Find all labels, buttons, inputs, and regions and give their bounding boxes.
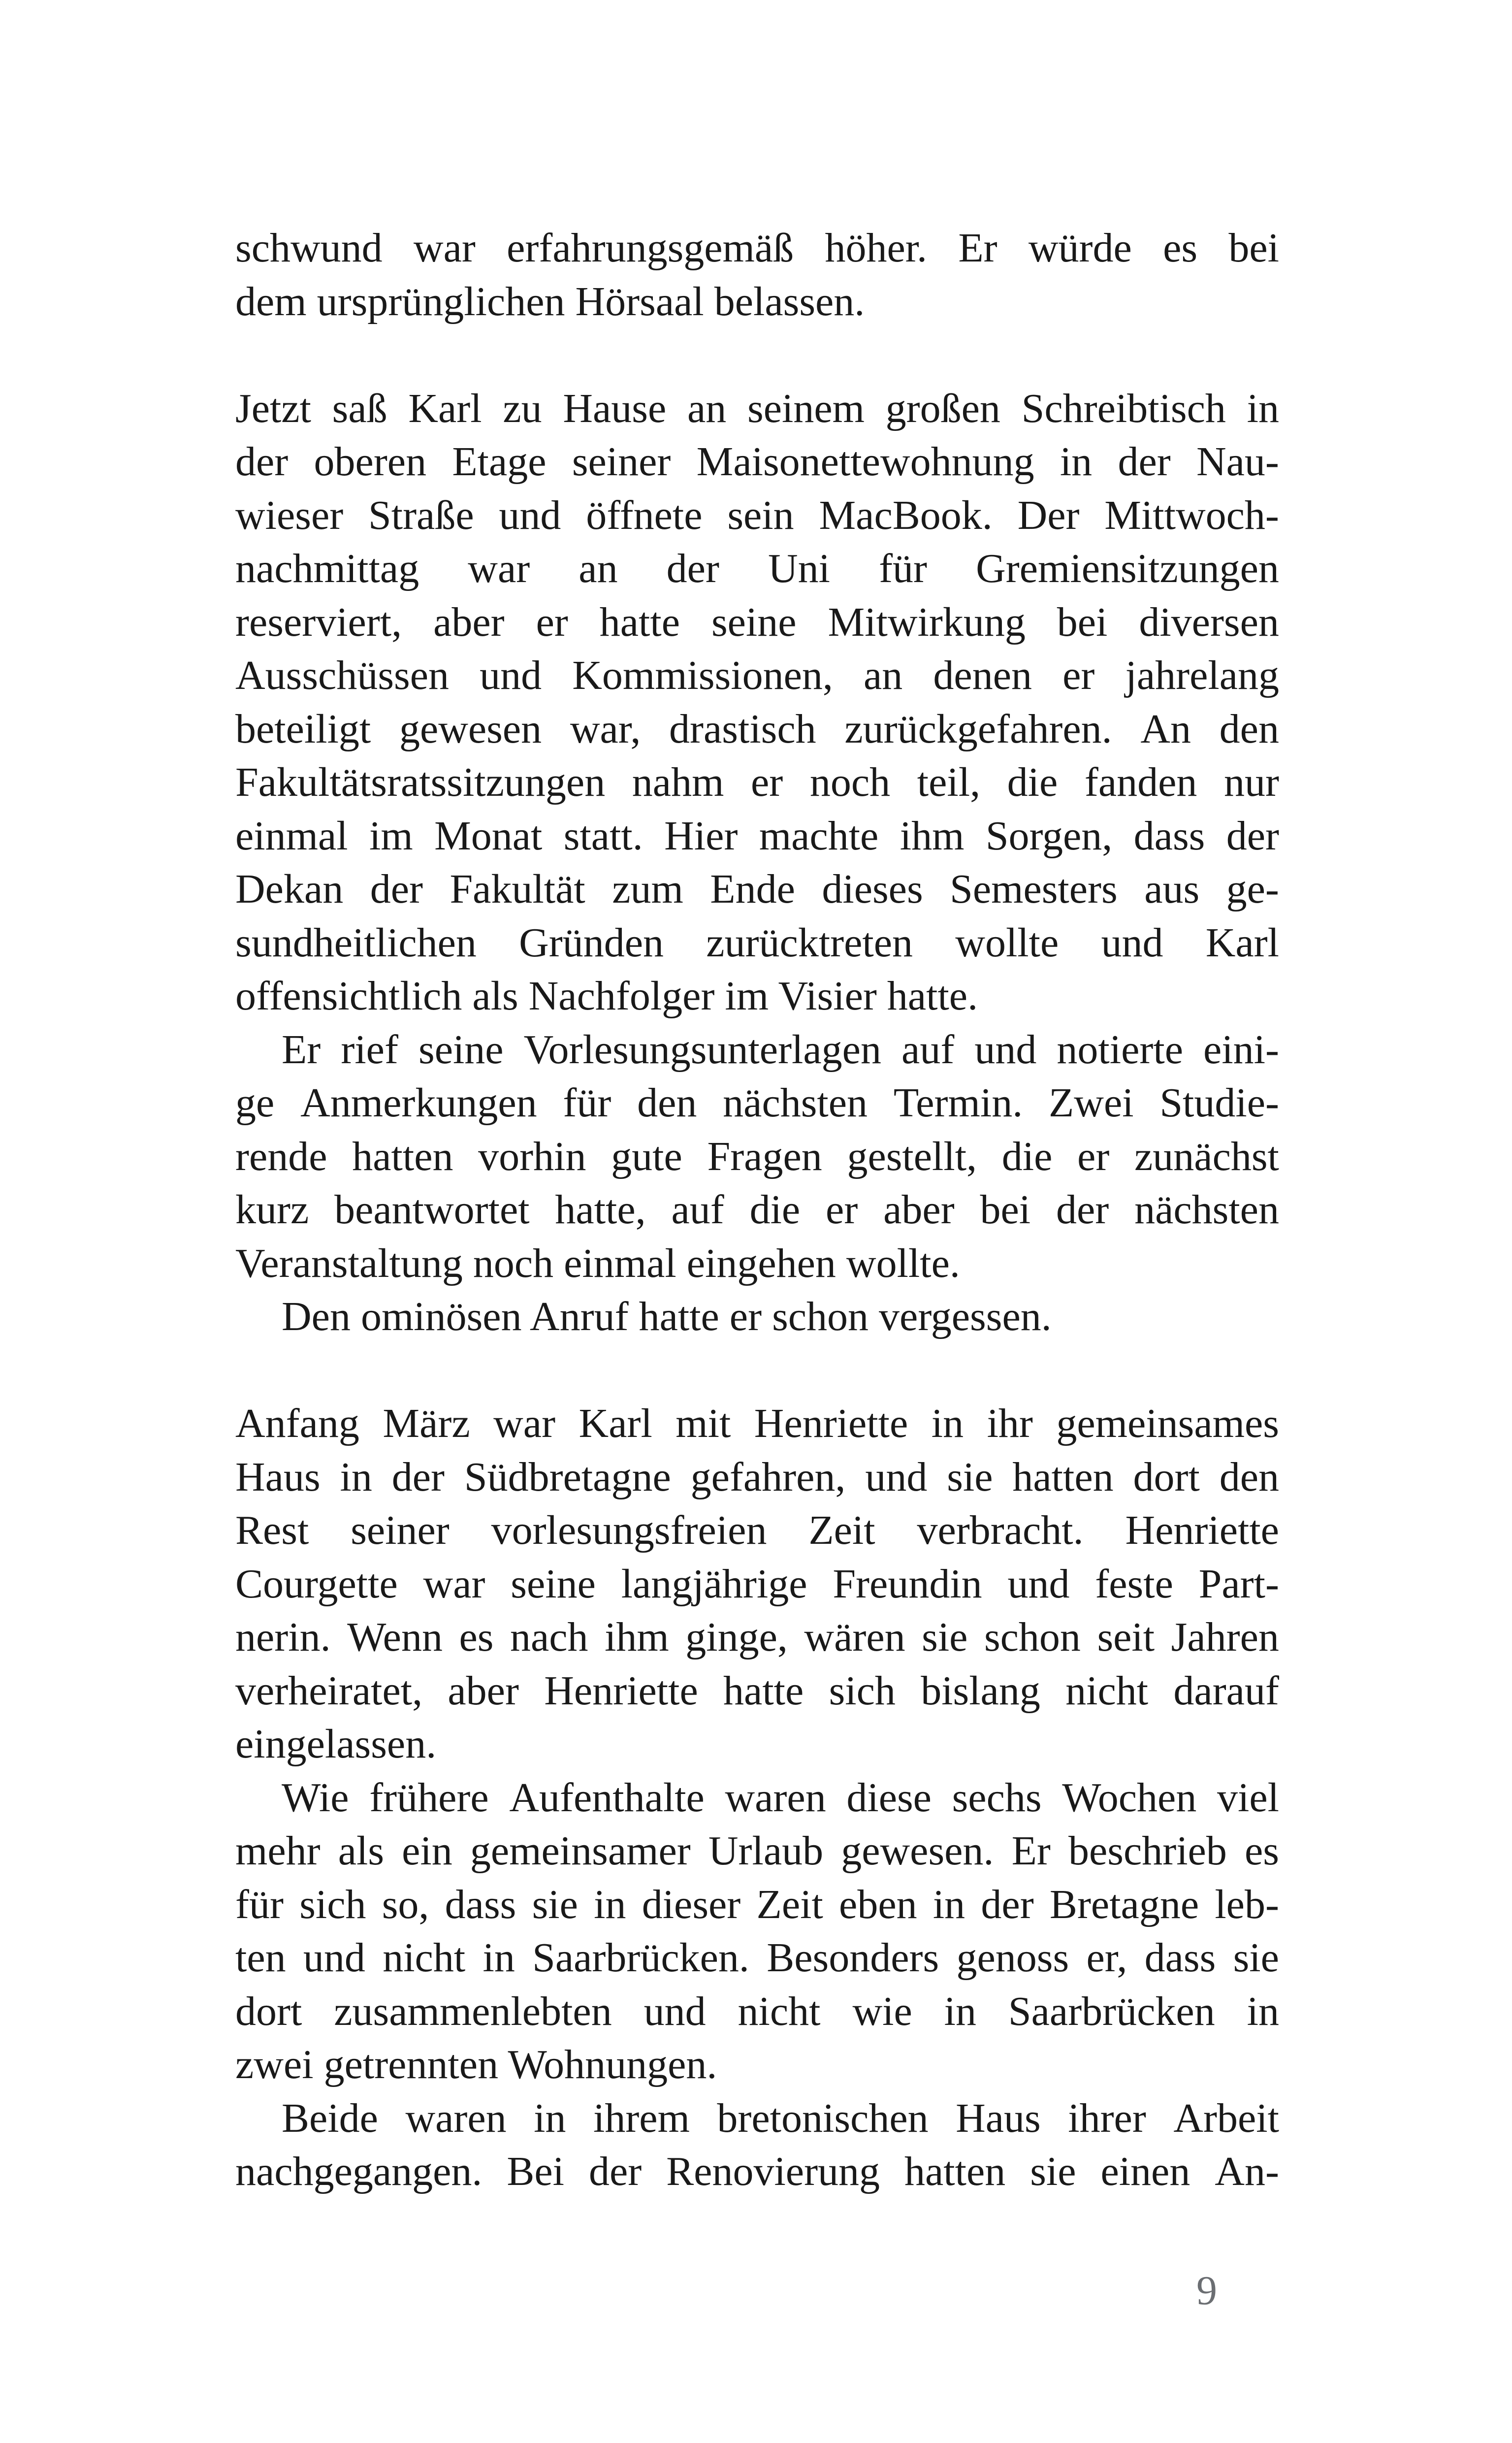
word: seiner bbox=[351, 1507, 450, 1553]
word: ihm bbox=[900, 813, 965, 859]
word: seine bbox=[511, 1561, 596, 1607]
text-line bbox=[235, 1664, 1279, 1718]
word: dass bbox=[1133, 813, 1205, 859]
word: der bbox=[391, 1454, 445, 1500]
text-line bbox=[235, 756, 1279, 810]
word: kurz bbox=[235, 1187, 309, 1233]
word: Dekan bbox=[235, 866, 344, 912]
word: bislang bbox=[921, 1667, 1040, 1714]
text-line bbox=[235, 596, 1279, 650]
word: aber bbox=[883, 1187, 955, 1233]
word: Mitwirkung bbox=[828, 599, 1026, 645]
word: sich bbox=[829, 1667, 896, 1714]
word: gewesen. bbox=[841, 1828, 994, 1874]
word: Termin. bbox=[893, 1080, 1023, 1126]
word: Henriette bbox=[1125, 1507, 1279, 1553]
word: öffnete bbox=[586, 492, 703, 538]
word: auf bbox=[671, 1187, 724, 1233]
word: seit bbox=[1097, 1614, 1155, 1660]
word: schwund bbox=[235, 225, 383, 271]
word: Anfang bbox=[235, 1401, 359, 1446]
word: Renovierung bbox=[666, 2149, 880, 2194]
word: Haus bbox=[956, 2095, 1041, 2141]
text-line bbox=[235, 1985, 1279, 2039]
word: dass bbox=[445, 1881, 516, 1927]
word: hatten bbox=[904, 2149, 1006, 2194]
word: es bbox=[1244, 1828, 1279, 1874]
word: sich bbox=[299, 1881, 366, 1927]
word: dieser bbox=[642, 1881, 741, 1927]
word: März bbox=[383, 1401, 470, 1446]
word: großen bbox=[885, 385, 1000, 431]
word: Vorlesungsunterlagen bbox=[523, 1026, 881, 1073]
word: Saarbrücken. bbox=[532, 1935, 749, 1981]
word: nerin. bbox=[235, 1614, 331, 1660]
text-line bbox=[235, 542, 1279, 596]
word: den bbox=[637, 1080, 697, 1126]
word: höher. bbox=[825, 225, 928, 271]
word: ge- bbox=[1226, 866, 1279, 912]
word: Arbeit bbox=[1173, 2095, 1279, 2141]
word: und bbox=[303, 1935, 365, 1981]
word: denen bbox=[933, 652, 1032, 698]
word: der bbox=[370, 866, 423, 912]
word: gemeinsames bbox=[1056, 1401, 1279, 1446]
word: erfahrungsgemäß bbox=[507, 225, 794, 271]
text-line bbox=[235, 1451, 1279, 1504]
word: reserviert, bbox=[235, 599, 402, 645]
word: in bbox=[483, 1935, 515, 1981]
word: seiner bbox=[572, 439, 671, 485]
word: bei bbox=[1228, 225, 1279, 271]
word: den bbox=[1219, 706, 1279, 752]
word: ge bbox=[235, 1080, 275, 1126]
text-line bbox=[235, 1183, 1279, 1237]
text-line: offensichtlich als Nachfolger im Visier hatte. bbox=[235, 973, 978, 1019]
text-line bbox=[235, 649, 1279, 703]
word: Karl bbox=[408, 385, 482, 431]
word: genoss bbox=[956, 1935, 1069, 1981]
word: nicht bbox=[738, 1988, 821, 2034]
word: beantwortet bbox=[334, 1187, 530, 1233]
text-line bbox=[235, 1931, 1279, 1985]
word: mehr bbox=[235, 1828, 321, 1874]
word: er bbox=[536, 599, 568, 645]
word: hatte, bbox=[555, 1187, 646, 1233]
word: zu bbox=[503, 385, 542, 431]
word: in bbox=[594, 1881, 626, 1927]
word: nicht bbox=[1065, 1667, 1149, 1714]
word: in bbox=[944, 1988, 976, 2034]
word: der bbox=[235, 439, 289, 485]
word: eben bbox=[839, 1881, 917, 1927]
word: gewesen bbox=[399, 706, 542, 752]
word: dieses bbox=[822, 866, 923, 912]
word: zurückgefahren. bbox=[844, 706, 1112, 752]
word: es bbox=[459, 1614, 494, 1660]
word: nach bbox=[510, 1614, 588, 1660]
word: wie bbox=[852, 1988, 912, 2034]
word: diversen bbox=[1139, 599, 1279, 645]
word: Bretagne bbox=[1049, 1881, 1199, 1927]
word: Rest bbox=[235, 1507, 309, 1553]
word: sie bbox=[1030, 2149, 1076, 2194]
word: Zeit bbox=[756, 1881, 823, 1927]
word: in bbox=[534, 2095, 566, 2141]
word: er bbox=[1077, 1133, 1110, 1179]
word: fanden bbox=[1084, 759, 1197, 805]
word: ginge, bbox=[685, 1614, 788, 1660]
word: der bbox=[1118, 439, 1171, 485]
text-line: zwei getrennten Wohnungen. bbox=[235, 2042, 717, 2087]
word: seinem bbox=[747, 385, 865, 431]
word: sundheitlichen bbox=[235, 919, 477, 966]
word: der bbox=[1056, 1187, 1109, 1233]
word: beteiligt bbox=[235, 706, 371, 752]
word: hatten bbox=[352, 1133, 453, 1179]
word: die bbox=[749, 1187, 801, 1233]
word: nächsten bbox=[1134, 1187, 1279, 1233]
text-line bbox=[235, 2145, 1279, 2199]
word: nachgegangen. bbox=[235, 2149, 483, 2194]
word: gute bbox=[611, 1133, 682, 1179]
word: gemeinsamer bbox=[470, 1828, 691, 1874]
word: der bbox=[1226, 813, 1279, 859]
word: er bbox=[751, 759, 783, 805]
word: sie bbox=[947, 1454, 993, 1500]
word: darauf bbox=[1173, 1667, 1279, 1714]
word: ihm bbox=[605, 1614, 669, 1660]
word: sie bbox=[922, 1614, 968, 1660]
word: bei bbox=[1057, 599, 1108, 645]
word: und bbox=[974, 1026, 1037, 1073]
word: und bbox=[499, 492, 561, 538]
word: hatte bbox=[599, 599, 680, 645]
word: Südbretagne bbox=[464, 1454, 671, 1500]
word: sie bbox=[1233, 1935, 1279, 1981]
word: bretonischen bbox=[717, 2095, 929, 2141]
word: in bbox=[1247, 1988, 1279, 2034]
text-line bbox=[235, 703, 1279, 756]
scene-break bbox=[235, 1344, 1279, 1398]
word: An- bbox=[1215, 2149, 1279, 2194]
word: in bbox=[340, 1454, 372, 1500]
word: und bbox=[1101, 919, 1163, 966]
text-line bbox=[235, 1504, 1279, 1558]
word: nächsten bbox=[723, 1080, 868, 1126]
word: zurücktreten bbox=[706, 919, 913, 966]
word: für bbox=[235, 1881, 284, 1927]
text-block bbox=[235, 222, 1279, 2199]
word: hatte bbox=[723, 1667, 804, 1714]
word: jahrelang bbox=[1125, 652, 1279, 698]
word: und bbox=[1007, 1561, 1070, 1607]
word: nachmittag bbox=[235, 546, 419, 591]
word: an bbox=[579, 546, 618, 591]
word: Schreibtisch bbox=[1021, 385, 1226, 431]
word: Fakultätsratssitzungen bbox=[235, 759, 606, 805]
word: Courgette bbox=[235, 1561, 398, 1607]
word: dort bbox=[1133, 1454, 1200, 1500]
word: Fakultät bbox=[450, 866, 585, 912]
word: waren bbox=[725, 1774, 826, 1821]
word: zunächst bbox=[1134, 1133, 1279, 1179]
word: Zeit bbox=[808, 1507, 875, 1553]
word: wären bbox=[804, 1614, 905, 1660]
word: und bbox=[643, 1988, 706, 2034]
word: Mittwoch- bbox=[1104, 492, 1279, 538]
word: Monat bbox=[434, 813, 543, 859]
word: MacBook. bbox=[819, 492, 993, 538]
word: ihrem bbox=[593, 2095, 690, 2141]
word: Hier bbox=[664, 813, 738, 859]
text-line bbox=[235, 222, 1279, 275]
text-line bbox=[235, 863, 1279, 916]
word: Maisonettewohnung bbox=[696, 439, 1034, 485]
word: Urlaub bbox=[708, 1828, 824, 1874]
text-line bbox=[235, 1878, 1279, 1932]
word: Haus bbox=[235, 1454, 321, 1500]
word: nahm bbox=[632, 759, 724, 805]
word: Der bbox=[1017, 492, 1080, 538]
text-line bbox=[235, 2092, 1279, 2146]
word: Er bbox=[958, 225, 997, 271]
word: Karl bbox=[579, 1401, 652, 1446]
word: mit bbox=[676, 1401, 731, 1446]
word: im bbox=[369, 813, 413, 859]
word: Freundin bbox=[833, 1561, 982, 1607]
word: gestellt, bbox=[847, 1133, 977, 1179]
word: sie bbox=[532, 1881, 578, 1927]
word: seine bbox=[711, 599, 797, 645]
word: ein bbox=[402, 1828, 452, 1874]
word: leb- bbox=[1215, 1881, 1279, 1927]
word: für bbox=[563, 1080, 611, 1126]
word: Uni bbox=[768, 546, 830, 591]
text-line bbox=[235, 1824, 1279, 1878]
word: Besonders bbox=[767, 1935, 939, 1981]
word: rief bbox=[341, 1026, 398, 1073]
word: Zwei bbox=[1048, 1080, 1134, 1126]
text-line bbox=[235, 1130, 1279, 1184]
word: statt. bbox=[563, 813, 643, 859]
word: als bbox=[338, 1828, 385, 1874]
text-line: eingelassen. bbox=[235, 1721, 437, 1767]
word: den bbox=[1219, 1454, 1279, 1500]
word: Gründen bbox=[519, 919, 664, 966]
word: oberen bbox=[314, 439, 427, 485]
word: Henriette bbox=[544, 1667, 698, 1714]
word: so, bbox=[382, 1881, 429, 1927]
word: noch bbox=[809, 759, 891, 805]
word: zusammenlebten bbox=[334, 1988, 612, 2034]
word: war bbox=[413, 225, 476, 271]
text-line bbox=[235, 489, 1279, 543]
text-line bbox=[235, 1611, 1279, 1664]
word: er bbox=[1062, 652, 1095, 698]
text-line: Veranstaltung noch einmal eingehen wollte. bbox=[235, 1240, 960, 1286]
word: schon bbox=[984, 1614, 1081, 1660]
word: Jahren bbox=[1171, 1614, 1279, 1660]
word: Wie bbox=[282, 1774, 349, 1821]
word: teil, bbox=[917, 759, 981, 805]
word: langjährige bbox=[621, 1561, 807, 1607]
word: für bbox=[879, 546, 928, 591]
word: hatten bbox=[1012, 1454, 1114, 1500]
word: aber bbox=[433, 599, 505, 645]
word: Hause bbox=[563, 385, 667, 431]
word: Straße bbox=[368, 492, 474, 538]
word: ihr bbox=[987, 1401, 1033, 1446]
word: in bbox=[933, 1881, 965, 1927]
text-line: dem ursprünglichen Hörsaal belassen. bbox=[235, 278, 865, 325]
word: saß bbox=[332, 385, 387, 431]
word: dass bbox=[1144, 1935, 1216, 1981]
word: aus bbox=[1144, 866, 1200, 912]
word: rende bbox=[235, 1133, 327, 1179]
word: und bbox=[480, 652, 542, 698]
word: der bbox=[981, 1881, 1034, 1927]
page-number: 9 bbox=[1196, 2268, 1217, 2313]
word: war bbox=[468, 546, 530, 591]
word: Wenn bbox=[347, 1614, 443, 1660]
word: ihrer bbox=[1068, 2095, 1146, 2141]
word: notierte bbox=[1057, 1026, 1183, 1073]
word: wieser bbox=[235, 492, 344, 538]
word: feste bbox=[1095, 1561, 1173, 1607]
word: wollte bbox=[955, 919, 1059, 966]
word: Saarbrücken bbox=[1008, 1988, 1215, 2034]
text-line: Den ominösen Anruf hatte er schon vergessen. bbox=[282, 1294, 1052, 1339]
word: aber bbox=[448, 1667, 519, 1714]
text-line bbox=[235, 810, 1279, 863]
word: vorhin bbox=[478, 1133, 586, 1179]
word: in bbox=[1247, 385, 1279, 431]
word: Henriette bbox=[754, 1401, 908, 1446]
word: Wochen bbox=[1062, 1774, 1197, 1821]
text-line bbox=[235, 916, 1279, 970]
word: Sorgen, bbox=[985, 813, 1113, 859]
word: dort bbox=[235, 1988, 302, 2034]
word: er bbox=[826, 1187, 858, 1233]
word: in bbox=[1060, 439, 1093, 485]
word: drastisch bbox=[669, 706, 816, 752]
text-line bbox=[235, 435, 1279, 489]
word: die bbox=[1007, 759, 1058, 805]
word: frühere bbox=[369, 1774, 489, 1821]
word: Fragen bbox=[707, 1133, 822, 1179]
word: und bbox=[865, 1454, 928, 1500]
word: verheiratet, bbox=[235, 1667, 423, 1714]
word: Semesters bbox=[950, 866, 1118, 912]
word: Er bbox=[1011, 1828, 1051, 1874]
scene-break bbox=[235, 328, 1279, 382]
text-line bbox=[235, 1023, 1279, 1077]
word: Ende bbox=[710, 866, 795, 912]
word: Aufenthalte bbox=[509, 1774, 705, 1821]
word: nicht bbox=[383, 1935, 466, 1981]
word: er, bbox=[1086, 1935, 1127, 1981]
word: es bbox=[1163, 225, 1198, 271]
text-line bbox=[235, 1558, 1279, 1611]
word: machte bbox=[759, 813, 879, 859]
word: war, bbox=[570, 706, 641, 752]
word: waren bbox=[405, 2095, 507, 2141]
word: zum bbox=[612, 866, 683, 912]
word: würde bbox=[1028, 225, 1132, 271]
word: Kommissionen, bbox=[572, 652, 833, 698]
text-line bbox=[235, 1397, 1279, 1451]
word: Etage bbox=[452, 439, 547, 485]
word: Beide bbox=[282, 2095, 378, 2141]
word: Studie- bbox=[1159, 1080, 1279, 1126]
word: Gremiensitzungen bbox=[976, 546, 1279, 591]
word: viel bbox=[1217, 1774, 1279, 1821]
word: die bbox=[1001, 1133, 1053, 1179]
word: an bbox=[687, 385, 727, 431]
word: war bbox=[423, 1561, 485, 1607]
word: sein bbox=[727, 492, 794, 538]
word: Part- bbox=[1198, 1561, 1279, 1607]
word: der bbox=[666, 546, 719, 591]
word: vorlesungsfreien bbox=[491, 1507, 767, 1553]
word: Ausschüssen bbox=[235, 652, 449, 698]
word: seine bbox=[418, 1026, 504, 1073]
word: der bbox=[588, 2149, 642, 2194]
word: sechs bbox=[952, 1774, 1042, 1821]
word: ten bbox=[235, 1935, 286, 1981]
word: Jetzt bbox=[235, 385, 311, 431]
word: in bbox=[931, 1401, 964, 1446]
word: eini- bbox=[1203, 1026, 1279, 1073]
word: gefahren, bbox=[690, 1454, 846, 1500]
text-line bbox=[235, 1771, 1279, 1825]
word: bei bbox=[980, 1187, 1031, 1233]
word: einmal bbox=[235, 813, 348, 859]
word: einen bbox=[1100, 2149, 1190, 2194]
word: beschrieb bbox=[1068, 1828, 1227, 1874]
word: Anmerkungen bbox=[300, 1080, 537, 1126]
word: war bbox=[493, 1401, 556, 1446]
word: an bbox=[864, 652, 903, 698]
word: An bbox=[1140, 706, 1191, 752]
text-line bbox=[235, 1076, 1279, 1130]
word: diese bbox=[846, 1774, 932, 1821]
word: auf bbox=[901, 1026, 955, 1073]
word: Karl bbox=[1205, 919, 1279, 966]
word: nur bbox=[1224, 759, 1279, 805]
word: Er bbox=[282, 1026, 321, 1073]
word: verbracht. bbox=[917, 1507, 1084, 1553]
word: Nau- bbox=[1196, 439, 1279, 485]
text-line bbox=[235, 382, 1279, 436]
word: Bei bbox=[507, 2149, 565, 2194]
